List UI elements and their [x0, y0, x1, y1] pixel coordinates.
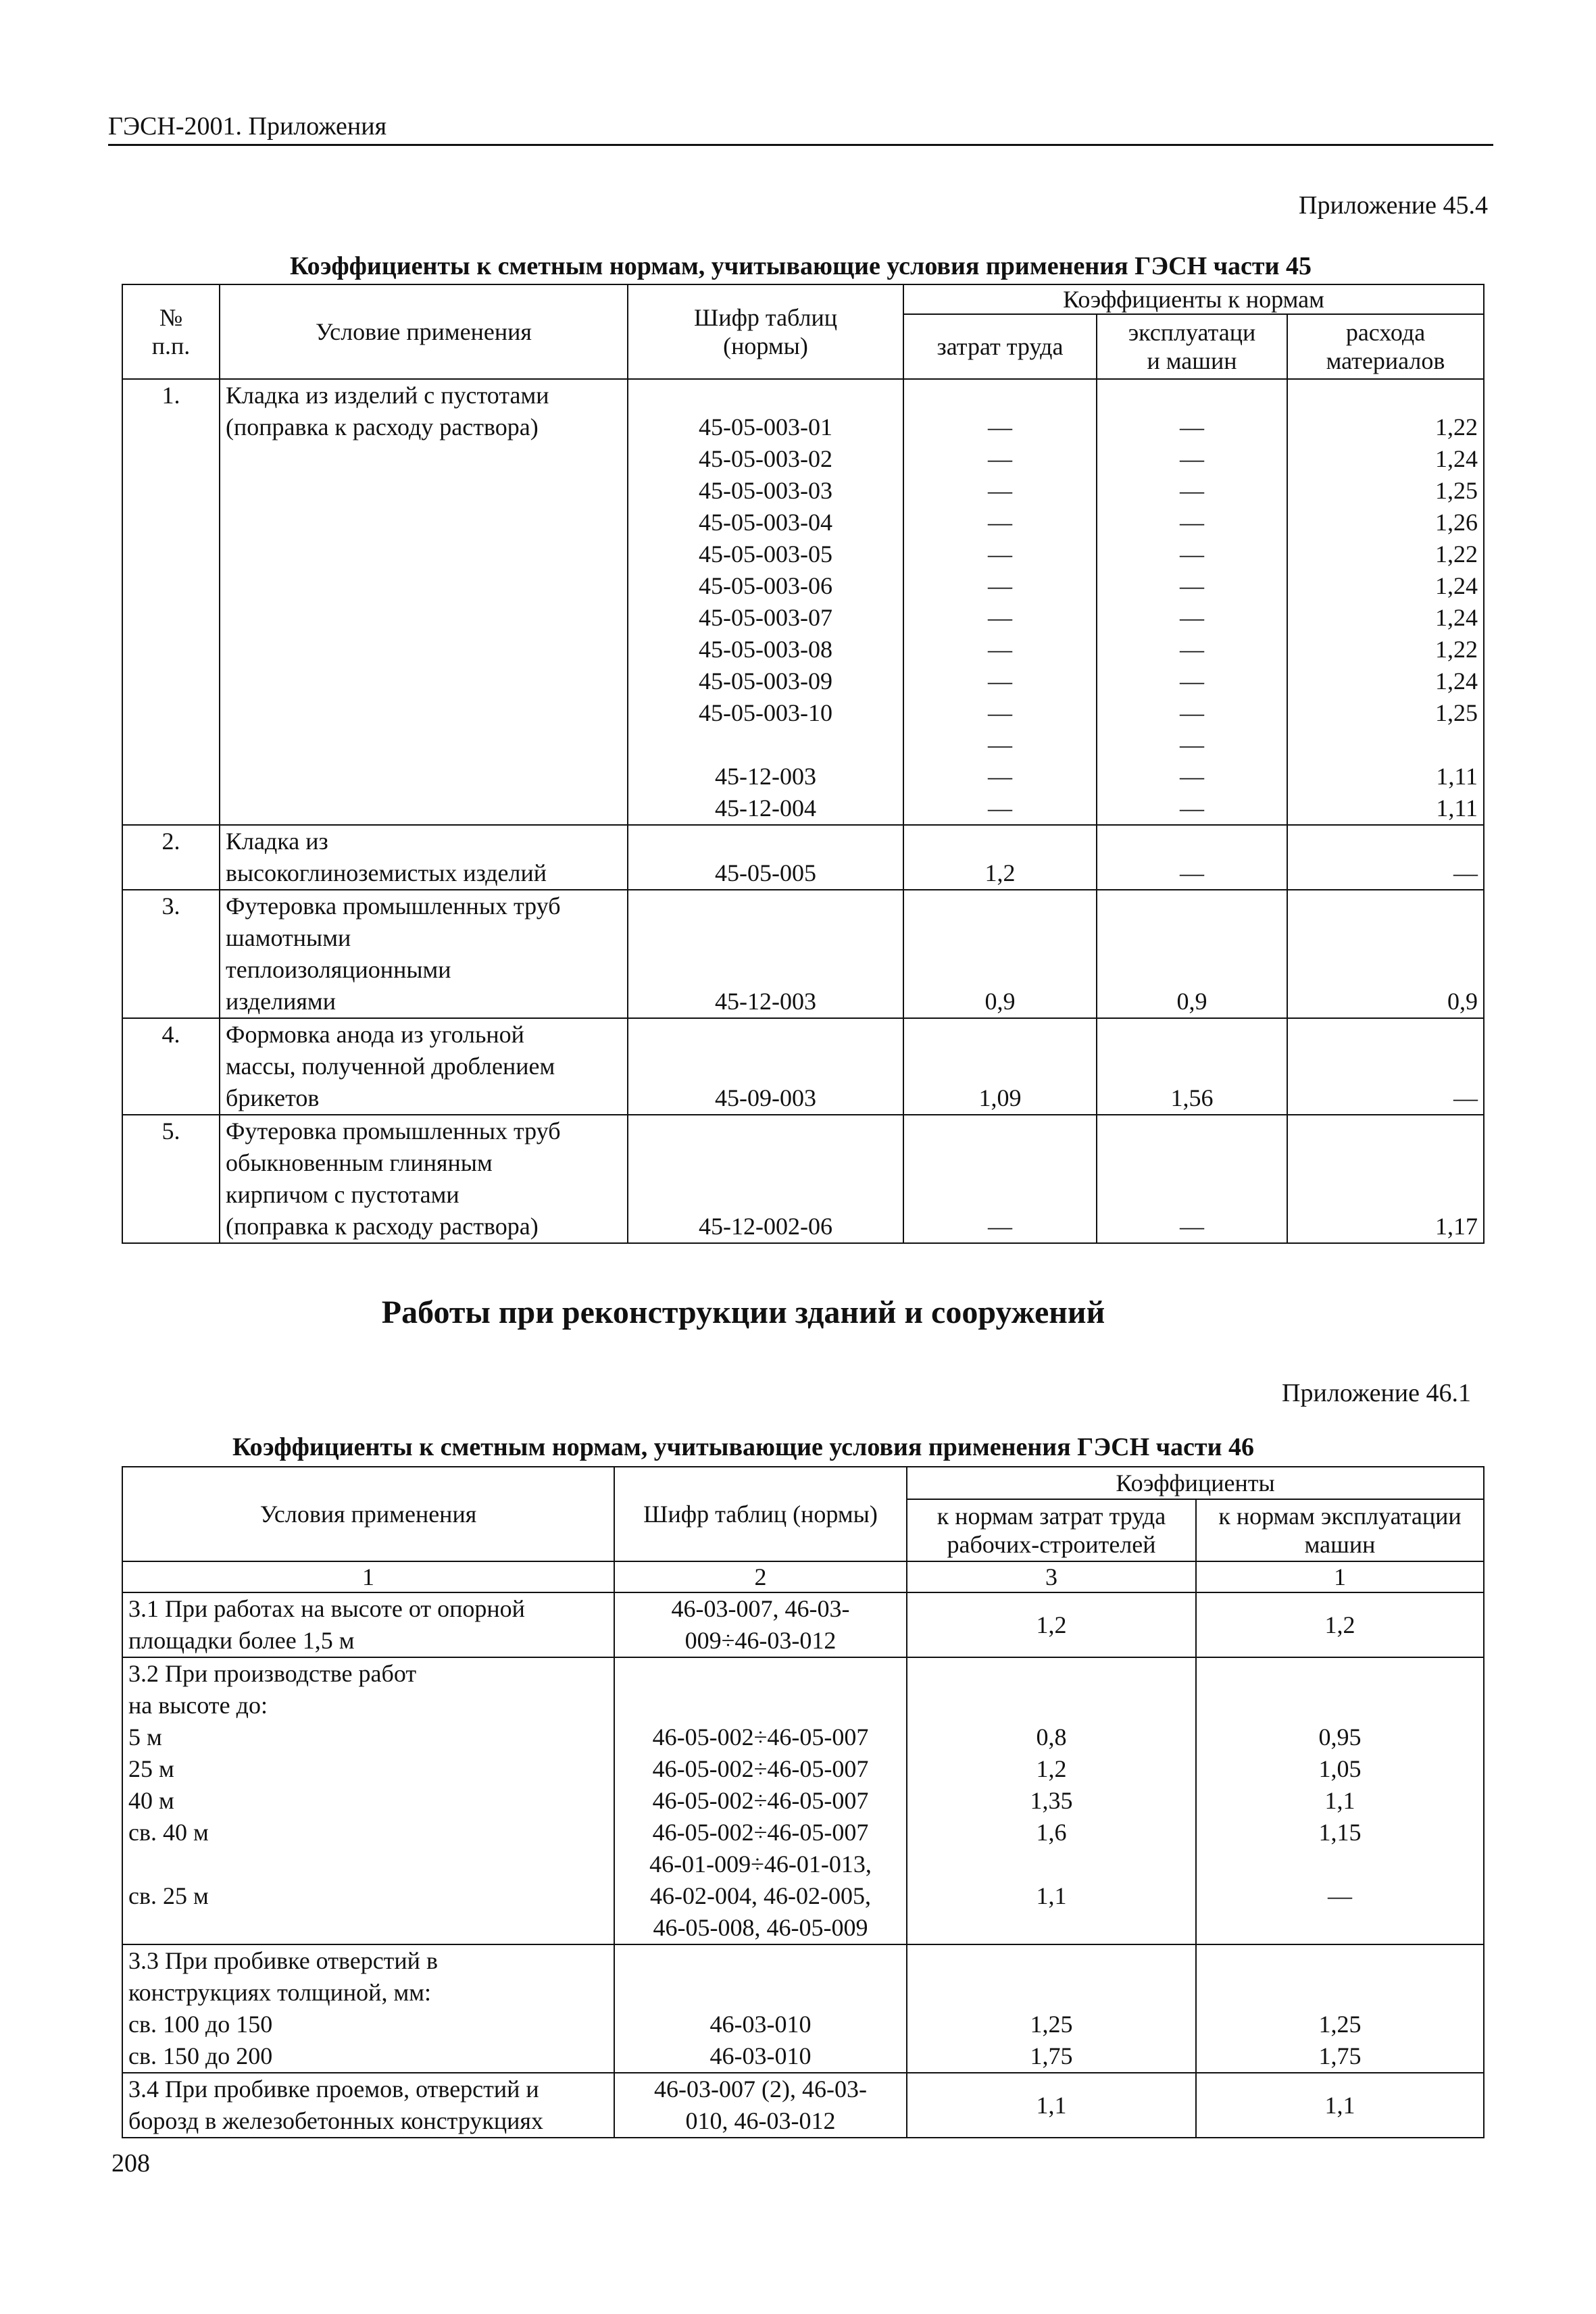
row-condition-line: высокоглиноземистых изделий [226, 859, 547, 886]
row-code-line: 46-05-002÷46-05-007 [652, 1724, 869, 1751]
row-condition-line: борозд в железобетонных конструкциях [128, 2107, 543, 2134]
row-machines-line [1103, 922, 1281, 954]
table-row [122, 1018, 1484, 1115]
row-condition-line: брикетов [226, 1084, 320, 1111]
row-machines-line: — [1180, 636, 1204, 663]
page-header: ГЭСН-2001. Приложения [108, 111, 1493, 146]
table-caption-45: Коэффициенты к сметным нормам, учитывающие условия применения ГЭСН части 45 [290, 252, 1312, 280]
row-labor [903, 1115, 1097, 1243]
row-code [614, 1657, 907, 1944]
row-condition-line: Футеровка промышленных труб [226, 892, 561, 920]
row-code [628, 1018, 903, 1115]
row-machines [1097, 1018, 1287, 1115]
row-machines-line [1202, 1912, 1478, 1944]
row-machines-line: — [1180, 413, 1204, 441]
row-machines-line: 1,56 [1170, 1084, 1214, 1111]
row-labor: 1,1 [907, 2073, 1196, 2138]
row-machines-line: 0,9 [1176, 988, 1207, 1015]
row-labor-line: 1,75 [1030, 2042, 1073, 2069]
row-labor [903, 825, 1097, 890]
row-labor-line [909, 1115, 1091, 1147]
row-materials-line: 1,24 [1435, 572, 1478, 599]
row-machines-line [1103, 1051, 1281, 1082]
row-materials-line: 1,24 [1435, 604, 1478, 631]
index-row: 1 2 3 1 [122, 1561, 1484, 1592]
row-materials-line [1293, 1147, 1478, 1179]
row-condition [122, 1657, 614, 1944]
row-machines-line: — [1180, 509, 1204, 536]
row-materials-line: 1,25 [1435, 477, 1478, 504]
row-materials [1287, 825, 1484, 890]
row-machines-line: — [1180, 859, 1204, 886]
row-materials-line: 1,22 [1435, 540, 1478, 568]
row-condition-line: Формовка анода из угольной [226, 1021, 524, 1048]
row-labor-line: — [988, 604, 1012, 631]
row-machines [1196, 1657, 1484, 1944]
row-code [628, 1115, 903, 1243]
row-condition-line: кирпичом с пустотами [226, 1181, 459, 1208]
row-machines: 1,1 [1196, 2073, 1484, 2138]
row-condition-line: на высоте до: [128, 1692, 268, 1719]
row-condition-line: 25 м [128, 1755, 174, 1782]
row-code-line: 46-03-010 [709, 2042, 812, 2069]
row-condition-line: теплоизоляционными [226, 956, 451, 983]
row-labor-line: — [988, 509, 1012, 536]
row-machines-line: 1,25 [1318, 2011, 1362, 2038]
row-labor-line [913, 1945, 1190, 1977]
col-machines: эксплуатаци и машин [1097, 314, 1287, 379]
row-code-line: 45-05-003-06 [699, 572, 832, 599]
row-materials-line: 1,11 [1436, 795, 1478, 822]
row-condition-line: Кладка из [226, 828, 328, 855]
row-labor: 1,2 [907, 1592, 1196, 1657]
table-row [122, 2073, 1484, 2138]
row-code-line [634, 922, 897, 954]
col-code-46: Шифр таблиц (нормы) [614, 1467, 907, 1561]
row-labor-line [913, 1977, 1190, 2009]
table-row [122, 1657, 1484, 1944]
row-materials-line: 1,22 [1435, 636, 1478, 663]
row-code-line: 45-05-003-08 [699, 636, 832, 663]
row-num: 2. [122, 825, 220, 890]
row-labor [903, 379, 1097, 825]
row-labor-line: 0,9 [984, 988, 1016, 1015]
row-condition-line: Футеровка промышленных труб [226, 1117, 561, 1145]
col-num: № п.п. [122, 284, 220, 379]
row-code-line: 46-05-008, 46-05-009 [653, 1914, 868, 1941]
col-coef-group: Коэффициенты к нормам [903, 284, 1484, 314]
col-labor: затрат труда [903, 314, 1097, 379]
row-labor-line: — [988, 540, 1012, 568]
row-materials-line: 1,24 [1435, 668, 1478, 695]
row-labor-line: 1,09 [978, 1084, 1022, 1111]
row-labor-line: 1,25 [1030, 2011, 1073, 2038]
row-condition [220, 825, 628, 890]
row-labor-line [909, 380, 1091, 411]
row-labor-line [913, 1912, 1190, 1944]
table-row [122, 1592, 1484, 1657]
row-condition-line: (поправка к расходу раствора) [226, 1213, 539, 1240]
row-labor-line [909, 1019, 1091, 1051]
row-labor-line: — [988, 477, 1012, 504]
row-machines-line: — [1328, 1882, 1352, 1909]
row-code-line [634, 380, 897, 411]
row-machines-line [1103, 826, 1281, 857]
row-code-line [634, 826, 897, 857]
row-condition [220, 890, 628, 1018]
row-materials-line: 1,25 [1435, 699, 1478, 726]
row-machines-line [1103, 954, 1281, 986]
row-machines-line: — [1180, 1213, 1204, 1240]
row-machines-line [1103, 1115, 1281, 1147]
row-labor-line [909, 1179, 1091, 1211]
row-code-line: 010, 46-03-012 [685, 2107, 836, 2134]
row-condition-line: св. 40 м [128, 1819, 209, 1846]
row-machines-line [1202, 1658, 1478, 1690]
row-condition-line [128, 1912, 608, 1944]
row-machines-line: 1,05 [1318, 1755, 1362, 1782]
row-condition-line: 3.4 При пробивке проемов, отверстий и [128, 2076, 539, 2103]
row-code-line: 45-12-002-06 [699, 1213, 832, 1240]
row-labor-line: 0,8 [1036, 1724, 1067, 1751]
row-code-line: 46-03-007 (2), 46-03- [654, 2076, 867, 2103]
row-code [614, 1592, 907, 1657]
row-condition-line: 3.2 При производстве работ [128, 1660, 417, 1687]
row-condition-line: св. 150 до 200 [128, 2042, 273, 2069]
row-machines: 1,2 [1196, 1592, 1484, 1657]
row-machines-line: 0,95 [1318, 1724, 1362, 1751]
row-machines-line [1103, 380, 1281, 411]
row-code-line: 009÷46-03-012 [684, 1627, 837, 1654]
row-code-line: 46-02-004, 46-02-005, [650, 1882, 871, 1909]
col-machines-46: к нормам эксплуатации машин [1196, 1499, 1484, 1561]
row-materials-line: 1,24 [1435, 445, 1478, 472]
row-materials-line: 1,11 [1436, 763, 1478, 790]
row-labor-line [909, 826, 1091, 857]
row-machines-line: — [1180, 731, 1204, 758]
row-materials-line: 0,9 [1447, 988, 1478, 1015]
row-machines [1196, 1944, 1484, 2073]
row-materials-line [1293, 890, 1478, 922]
row-materials-line [1293, 1019, 1478, 1051]
appendix-label-45: Приложение 45.4 [1299, 191, 1488, 220]
row-condition-line: 40 м [128, 1787, 174, 1814]
row-machines-line: — [1180, 795, 1204, 822]
row-condition [220, 1115, 628, 1243]
row-condition-line [128, 1848, 608, 1880]
row-machines-line [1202, 1945, 1478, 1977]
row-labor-line: — [988, 731, 1012, 758]
row-machines-line [1202, 1848, 1478, 1880]
row-code [628, 890, 903, 1018]
row-condition-line: 5 м [128, 1724, 162, 1751]
row-code-line: 45-12-003 [715, 763, 816, 790]
table-row [122, 825, 1484, 890]
row-materials-line [1293, 1115, 1478, 1147]
row-code-line: 46-05-002÷46-05-007 [652, 1819, 869, 1846]
row-labor [903, 1018, 1097, 1115]
row-code-line: 45-05-005 [715, 859, 816, 886]
row-labor-line [913, 1658, 1190, 1690]
row-code-line [620, 1658, 901, 1690]
row-materials [1287, 890, 1484, 1018]
row-condition-line: изделиями [226, 988, 336, 1015]
row-code-line [634, 729, 897, 761]
row-code-line: 45-05-003-05 [699, 540, 832, 568]
row-materials [1287, 379, 1484, 825]
row-code-line: 46-05-002÷46-05-007 [652, 1755, 869, 1782]
row-machines-line [1202, 1977, 1478, 2009]
row-materials [1287, 1018, 1484, 1115]
row-labor-line [913, 1848, 1190, 1880]
row-condition-line: шамотными [226, 924, 351, 951]
row-code-line: 45-05-003-07 [699, 604, 832, 631]
row-labor [907, 1944, 1196, 2073]
row-machines-line: 1,1 [1324, 1787, 1355, 1814]
row-num: 3. [122, 890, 220, 1018]
row-labor-line: 1,6 [1036, 1819, 1067, 1846]
row-machines-line: — [1180, 699, 1204, 726]
row-labor-line: 1,35 [1030, 1787, 1073, 1814]
row-machines [1097, 1115, 1287, 1243]
row-labor-line: — [988, 636, 1012, 663]
row-machines-line: — [1180, 668, 1204, 695]
row-condition [220, 1018, 628, 1115]
row-code-line: 45-05-003-10 [699, 699, 832, 726]
row-code-line [634, 1019, 897, 1051]
row-machines-line: — [1180, 477, 1204, 504]
row-machines-line: — [1180, 763, 1204, 790]
col-labor-46: к нормам затрат труда рабочих-строителей [907, 1499, 1196, 1561]
row-condition-line: св. 100 до 150 [128, 2011, 273, 2038]
row-machines [1097, 379, 1287, 825]
row-code-line [634, 1179, 897, 1211]
row-code-line: 45-05-003-03 [699, 477, 832, 504]
row-labor-line [909, 1147, 1091, 1179]
row-labor-line: — [988, 699, 1012, 726]
row-labor [907, 1657, 1196, 1944]
row-num: 1. [122, 379, 220, 825]
coefficients-table-45 [122, 284, 1485, 1244]
row-materials-line [1293, 1179, 1478, 1211]
row-code-line: 46-05-002÷46-05-007 [652, 1787, 869, 1814]
table-row [122, 890, 1484, 1018]
row-machines-line [1103, 1019, 1281, 1051]
row-labor-line [909, 1051, 1091, 1082]
row-labor [903, 890, 1097, 1018]
row-labor-line: 1,1 [1036, 1882, 1067, 1909]
row-materials-line [1293, 954, 1478, 986]
row-code-line [620, 1977, 901, 2009]
row-machines [1097, 890, 1287, 1018]
row-machines-line: — [1180, 604, 1204, 631]
row-condition-line: обыкновенным глиняным [226, 1149, 493, 1176]
row-materials-line: 1,17 [1435, 1213, 1478, 1240]
row-labor-line: — [988, 763, 1012, 790]
row-code-line: 45-12-003 [715, 988, 816, 1015]
table-row [122, 1115, 1484, 1243]
row-labor-line: — [988, 795, 1012, 822]
row-code [628, 825, 903, 890]
row-labor-line: — [988, 445, 1012, 472]
row-code-line: 45-05-003-09 [699, 668, 832, 695]
row-code-line: 46-01-009÷46-01-013, [649, 1851, 872, 1878]
row-machines-line: — [1180, 540, 1204, 568]
col-coef-group-46: Коэффициенты [907, 1467, 1484, 1499]
row-labor-line: — [988, 572, 1012, 599]
row-materials-line [1293, 380, 1478, 411]
row-labor-line [909, 890, 1091, 922]
row-labor-line [909, 954, 1091, 986]
row-condition-line: св. 25 м [128, 1882, 209, 1909]
row-condition [220, 379, 628, 825]
page-number: 208 [111, 2149, 150, 2178]
row-num: 5. [122, 1115, 220, 1243]
row-labor-line [913, 1690, 1190, 1721]
row-machines-line [1103, 1147, 1281, 1179]
col-condition-46: Условия применения [122, 1467, 614, 1561]
row-code [628, 379, 903, 825]
row-labor-line: 1,2 [1036, 1755, 1067, 1782]
row-materials-line: — [1453, 859, 1478, 886]
row-code-line [634, 1147, 897, 1179]
row-code-line: 45-05-003-01 [699, 413, 832, 441]
row-code-line: 45-09-003 [715, 1084, 816, 1111]
row-labor-line: — [988, 413, 1012, 441]
row-machines-line: 1,75 [1318, 2042, 1362, 2069]
row-condition [122, 1592, 614, 1657]
row-condition-line: массы, полученной дроблением [226, 1053, 555, 1080]
row-code-line [620, 1690, 901, 1721]
row-machines-line: 1,15 [1318, 1819, 1362, 1846]
row-machines-line [1202, 1690, 1478, 1721]
row-condition [122, 1944, 614, 2073]
row-code-line [634, 1051, 897, 1082]
row-condition-line: 3.1 При работах на высоте от опорной [128, 1595, 525, 1622]
row-materials-line [1293, 1051, 1478, 1082]
row-machines-line [1103, 1179, 1281, 1211]
table-row [122, 379, 1484, 825]
col-condition: Условие применения [220, 284, 628, 379]
table-caption-46: Коэффициенты к сметным нормам, учитывающие условия применения ГЭСН части 46 [232, 1433, 1254, 1461]
section-title: Работы при реконструкции зданий и сооружений [381, 1294, 1105, 1330]
row-condition-line: конструкциях толщиной, мм: [128, 1979, 432, 2006]
row-materials [1287, 1115, 1484, 1243]
col-code: Шифр таблиц (нормы) [628, 284, 903, 379]
row-labor-line [909, 922, 1091, 954]
row-code-line: 45-05-003-02 [699, 445, 832, 472]
row-condition-line: площадки более 1,5 м [128, 1627, 355, 1654]
row-code-line: 45-05-003-04 [699, 509, 832, 536]
row-condition [122, 2073, 614, 2138]
row-materials-line [1293, 729, 1478, 761]
row-code-line: 45-12-004 [715, 795, 816, 822]
col-materials: расхода материалов [1287, 314, 1484, 379]
row-machines [1097, 825, 1287, 890]
row-code-line: 46-03-010 [709, 2011, 812, 2038]
row-materials-line: 1,22 [1435, 413, 1478, 441]
row-materials-line: 1,26 [1435, 509, 1478, 536]
row-code-line [634, 890, 897, 922]
row-materials-line [1293, 922, 1478, 954]
coefficients-table-46 [122, 1466, 1485, 2138]
row-machines-line [1103, 890, 1281, 922]
row-materials-line [1293, 826, 1478, 857]
row-condition-line: (поправка к расходу раствора) [226, 413, 539, 441]
appendix-label-46: Приложение 46.1 [1282, 1379, 1471, 1407]
row-code-line: 46-03-007, 46-03- [671, 1595, 850, 1622]
row-labor-line: — [988, 668, 1012, 695]
row-machines-line: — [1180, 572, 1204, 599]
row-code-line [620, 1945, 901, 1977]
row-code [614, 1944, 907, 2073]
row-num: 4. [122, 1018, 220, 1115]
row-machines-line: — [1180, 445, 1204, 472]
table-row [122, 1944, 1484, 2073]
row-code-line [634, 954, 897, 986]
row-condition-line: Кладка из изделий с пустотами [226, 382, 549, 409]
row-labor-line: 1,2 [984, 859, 1016, 886]
row-code-line [634, 1115, 897, 1147]
row-code [614, 2073, 907, 2138]
row-labor-line: — [988, 1213, 1012, 1240]
row-materials-line: — [1453, 1084, 1478, 1111]
row-condition-line: 3.3 При пробивке отверстий в [128, 1947, 438, 1974]
